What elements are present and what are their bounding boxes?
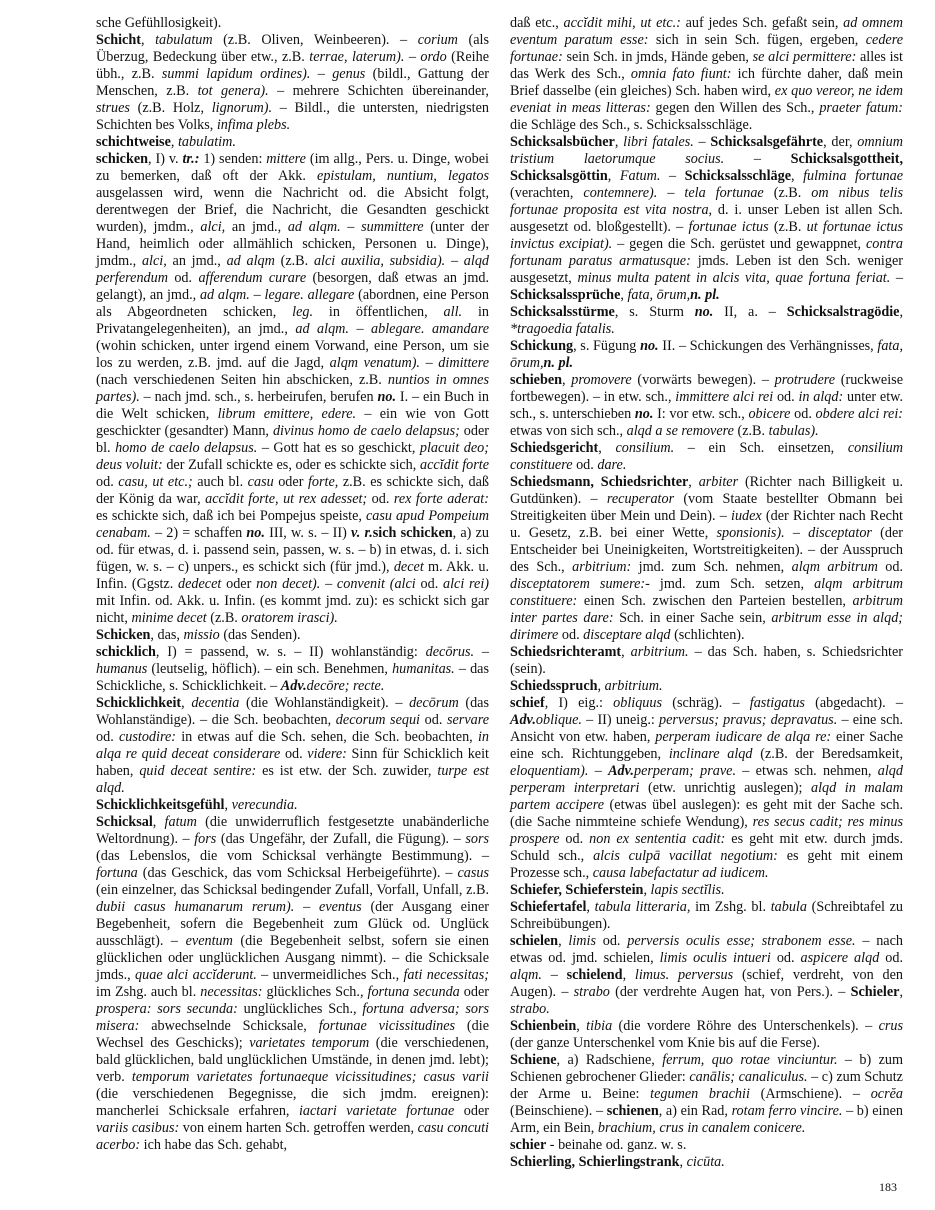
dictionary-entry: Schicklichkeit, decentia (die Wohlanständigkeit). – decōrum (das Wohlanständige). – die Sch. beobachten, decorum sequi od. servare od. custodire: in etwas auf die Sch. sehen, die Sch. beobachten, in alqa re quid deceat considerare od. videre: Sinn für Schicklich keit haben, quid deceat sentire: es ist etw. der Sch. zuwider, turpe est alqd. bbox=[96, 695, 490, 796]
dictionary-entry: Schierling, Schierlingstrank, cicūta. bbox=[510, 1154, 725, 1170]
dictionary-entry: sche Gefühllosigkeit). bbox=[96, 15, 222, 31]
dictionary-entry: schier - beinahe od. ganz. w. s. bbox=[510, 1137, 687, 1153]
dictionary-entry: Schiedsrichteramt, arbitrium. – das Sch. haben, s. Schiedsrichter (sein). bbox=[510, 644, 903, 677]
dictionary-entry: Schickung, s. Fügung no. II. – Schickungen des Verhängnisses, fata, ōrum,n. pl. bbox=[510, 338, 903, 371]
dictionary-entry: Schiedsgericht, consilium. – ein Sch. einsetzen, consilium constituere od. dare. bbox=[510, 440, 903, 473]
dictionary-entry: Schiedsmann, Schiedsrichter, arbiter (Richter nach Billigkeit u. Gutdünken). – recuperator (vom Staate bestellter Obmann bei Streitigkeiten über Mein und Dein). – iudex (der Richter nach Recht u. Gesetz, z.B. bei einer Wette, sponsionis). – disceptator (der Entscheider bei Uneinigkeiten, Wortstreitigkeiten). – der Ausspruch des Sch., arbitrium: jmd. zum Sch. nehmen, alqm arbitrum od. disceptatorem sumere:- jmd. zum Sch. setzen, alqm arbitrum constituere: einen Sch. zwischen den Parteien bestellen, arbitrum inter partes dare: Sch. in einer Sache sein, arbitrum esse in alqd; dirimere od. disceptare alqd (schlichten). bbox=[510, 474, 904, 643]
left-column bbox=[96, 15, 489, 1154]
dictionary-entry: Schicklichkeitsgefühl, verecundia. bbox=[96, 797, 298, 813]
dictionary-entry: Schicht, tabulatum (z.B. Oliven, Weinbeeren). – corium (als Überzug, Bedeckung über etw., z.B. terrae, laterum). – ordo (Reihe übh., z.B. summi lapidum ordines). – genus (bildl., Gattung der Menschen, z.B. tot genera). – mehrere Schichten übereinander, strues (z.B. Holz, lignorum). – Bildl., die untersten, niedrigsten Schichten bes Volks, infima plebs. bbox=[96, 32, 489, 133]
dictionary-entry: schicklich, I) = passend, w. s. – II) wohlanständig: decōrus. – humanus (leutselig, höflich). – ein sch. Benehmen, humanitas. – das Schickliche, s. Schicklichkeit. – Adv.decōre; recte. bbox=[96, 644, 489, 694]
dictionary-entry: schielen, limis od. perversis oculis esse; strabonem esse. – nach etwas od. jmd. schielen, limis oculis intueri od. aspicere alqd od. alqm. – schielend, limus. perversus (schief, verdreht, von den Augen). – strabo (der verdrehte Augen hat, von Pers.). – Schieler, strabo. bbox=[510, 933, 904, 1017]
dictionary-entry: Schicken, das, missio (das Senden). bbox=[96, 627, 301, 643]
dictionary-entry: Schicksalsbücher, libri fatales. – Schicksalsgefährte, der, omnium tristium laetorumque socius. – Schicksalsgottheit, Schicksalsgöttin, Fatum. – Schicksalsschläge, fulmina fortunae (verachten, contemnere). – tela fortunae (z.B. om nibus telis fortunae proposita est vita nostra, d. i. unser Leben ist allen Sch. ausgesetzt od. bloßgestellt). – fortunae ictus (z.B. ut fortunae ictus invictus excipiat). – gegen die Sch. gerüstet und gewappnet, contra fortunam paratus armatusque: jmds. Leben ist den Sch. weniger ausgesetzt, minus multa patent in alcis vita, quae fortuna feriat. – Schicksalssprüche, fata, ōrum,n. pl. bbox=[510, 134, 904, 303]
right-column bbox=[510, 15, 903, 1171]
dictionary-entry: Schicksalsstürme, s. Sturm no. II, a. – Schicksalstragödie, *tragoedia fatalis. bbox=[510, 304, 903, 337]
dictionary-entry: schief, I) eig.: obliquus (schräg). – fastigatus (abgedacht). – Adv.oblique. – II) uneig.: perversus; pravus; depravatus. – eine sch. Ansicht von etw. haben, perperam iudicare de alqa re: einer Sache eine sch. Richtunggeben, inclinare alqd (z.B. der Beredsamkeit, eloquentiam). – Adv.perperam; prave. – etwas sch. nehmen, alqd perperam interpretari (etw. unrichtig auslegen); alqd in malam partem accipere (etwas übel auslegen): es geht mit der Sache sch. (die Sache nimmteine schiefe Wendung), res secus cadit; res minus prospere od. non ex sententia cadit: es geht mit etw. durch jmds. Schuld sch., alcis culpā vacillat negotium: es geht mit einem Prozesse sch., causa labefactatur ad iudicem. bbox=[510, 695, 904, 881]
dictionary-entry: schicken, I) v. tr.: 1) senden: mittere (im allg., Pers. u. Dinge, wobei zu bemerken, daß oft der Akk. epistulam, nuntium, legatos ausgelassen wird, wenn die Nachricht od. die Absicht folgt, derentwegen der Brief, die Nachricht, die Gesandten geschickt wurden), jmdm., alci, an jmd., ad alqm. – summittere (unter der Hand, heimlich oder allmählich schicken, Personen u. Dinge), jmdm., alci, an jmd., ad alqm (z.B. alci auxilia, subsidia). – alqd perferendum od. afferendum curare (besorgen, daß etwas an jmd. gelangt), an jmd., ad alqm. – legare. allegare (abordnen, eine Person als Abgeordneten schicken, leg. in öffentlichen, all. in Privatangelegenheiten), an jmd., ad alqm. – ablegare. amandare (wohin schicken, unter irgend einem Vorwand, eine Person, um sie los zu werden, z.B. jmd. auf die Jagd, alqm venatum). – dimittere (nach verschiedenen Seiten hin abschicken, z.B. nuntios in omnes partes). – nach jmd. sch., s. herbeirufen, berufen no. I. – ein Buch in die Welt schicken, librum emittere, edere. – ein wie von Gott geschickter (gesandter) Mann, divinus homo de caelo delapsus; oder bl. homo de caelo delapsus. – Gott hat es so geschickt, placuit deo; deus voluit: der Zufall schickte es, oder es schickte sich, accĭdit forte od. casu, ut etc.; auch bl. casu oder forte, z.B. es schickte sich, daß der König da war, accĭdit forte, ut rex adesset; od. rex forte aderat: es schickte sich, daß ich bei Pompejus speiste, casu apud Pompeium cenabam. – 2) = schaffen no. III, w. s. – II) v. r.sich schicken, a) zu od. für etwas, d. i. passend sein, passen, w. s. – b) in etwas, d. i. sich fügen, w. s. – c) unpers., es schickt sich (für jmd.), decet m. Akk. u. Infin. (Ggstz. dedecet oder non decet). – convenit (alci od. alci rei) mit Infin. od. Akk. u. Infin. (es kommt jmd. zu): es schickt sich gar nicht, minime decet (z.B. oratorem irasci). bbox=[96, 151, 490, 626]
dictionary-entry: Schicksal, fatum (die unwiderruflich festgesetzte unabänderliche Weltordnung). – fors (das Ungefähr, der Zufall, die Fügung). – sors (das Lebenslos, die vom Schicksal verhängte Bestimmung). – fortuna (das Geschick, das vom Schicksal Herbeigeführte). – casus (ein einzelner, das Schicksal bedingender Zufall, Vorfall, Unfall, z.B. dubii casus humanarum rerum). – eventus (der Ausgang einer Begebenheit, sofern die Begebenheit zum Glück od. Unglück ausschlägt). – eventum (die Begebenheit selbst, sofern sie einen glücklichen oder unglücklichen Ausgang nimmt). – die Schicksale jmds., quae alci accĭderunt. – unvermeidliches Sch., fati necessitas; im Zshg. auch bl. necessitas: glückliches Sch., fortuna secunda oder prospera: sors secunda: unglückliches Sch., fortuna adversa; sors misera: abwechselnde Schicksale, fortunae vicissitudines (die Wechsel des Geschicks); varietates temporum (die verschiedenen, bald glücklichen, bald unglücklichen Umstände, in denen jmd. lebt); verb. temporum varietates fortunaeque vicissitudines; casus varii (die verschiedenen Begegnisse, die sich jmdm. ereignen): mancherlei Schicksale erfahren, iactari varietate fortunae oder variis casibus: von einem harten Sch. getroffen werden, casu concuti acerbo: ich habe das Sch. gehabt, bbox=[96, 814, 490, 1153]
dictionary-entry: Schiedsspruch, arbitrium. bbox=[510, 678, 663, 694]
dictionary-entry: schieben, promovere (vorwärts bewegen). – protrudere (ruckweise fortbewegen). – in etw. sch., immittere alci rei od. in alqd: unter etw. sch., s. unterschieben no. I: vor etw. sch., obicere od. obdere alci rei: etwas von sich sch., alqd a se removere (z.B. tabulas). bbox=[510, 372, 904, 439]
dictionary-entry: Schienbein, tibia (die vordere Röhre des Unterschenkels). – crus (der ganze Unterschenkel vom Knie bis auf die Ferse). bbox=[510, 1018, 903, 1051]
dictionary-entry: schichtweise, tabulatim. bbox=[96, 134, 236, 150]
dictionary-entry: daß etc., accĭdit mihi, ut etc.: auf jedes Sch. gefaßt sein, ad omnem eventum paratum esse: sich in sein Sch. fügen, ergeben, cedere fortunae: sein Sch. in jmds, Hände geben, se alci permittere: alles ist das Werk des Sch., omnia fato fiunt: ich fürchte daher, daß mein Brief dasselbe (ein gleiches) Sch. haben wird, ex quo vereor, ne idem eveniat in meas litteras: gegen den Willen des Sch., praeter fatum: die Schläge des Sch., s. Schicksalsschläge. bbox=[510, 15, 904, 133]
dictionary-entry: Schiefer, Schieferstein, lapis sectĭlis. bbox=[510, 882, 725, 898]
page-number: 183 bbox=[879, 1180, 897, 1194]
dictionary-entry: Schiefertafel, tabula litteraria, im Zshg. bl. tabula (Schreibtafel zu Schreibübungen). bbox=[510, 899, 904, 932]
dictionary-entry: Schiene, a) Radschiene, ferrum, quo rotae vinciuntur. – b) zum Schienen gebrochener Glieder: canālis; canaliculus. – c) zum Schutz der Arme u. Beine: tegumen brachii (Armschiene). – ocrĕa (Beinschiene). – schienen, a) ein Rad, rotam ferro vincire. – b) einen Arm, ein Bein, brachium, crus in canalem conicere. bbox=[510, 1052, 904, 1136]
